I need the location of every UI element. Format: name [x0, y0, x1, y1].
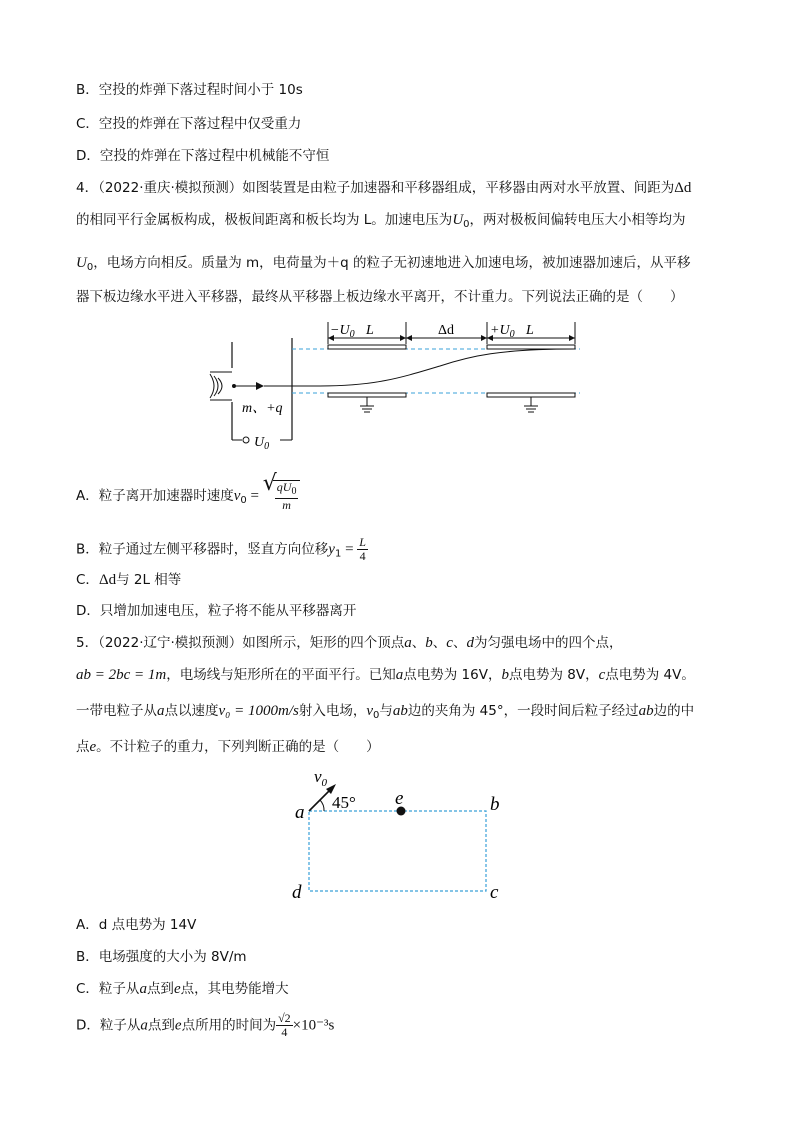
q5-stem-line3: 一带电粒子从a点以速度v₀ = 1000m/s射入电场，$v_0$与ab边的夹角为 45°，一段时间后粒子经过ab边的中	[76, 703, 695, 721]
q4-option-a: A．粒子离开加速器时速度$v_0$ = √ $\frac{qU_0}{m}$	[76, 480, 300, 512]
q5-figure	[290, 764, 510, 904]
svg-text:−U0: $-U_0$	[330, 323, 355, 340]
q4-stem-line2: 的相同平行金属板构成，极板间距离和板长均为 L。加速电压为$U_0$，两对极板间偏转电压大小相等均为	[76, 212, 686, 230]
svg-text:c: c	[490, 882, 499, 903]
q4-option-d: D．只增加加速电压，粒子将不能从平移器离开	[76, 603, 357, 619]
q5-option-d: D．粒子从a点到e点所用的时间为 $\frac{√2}{4}$ ×10⁻³s	[76, 1011, 335, 1039]
svg-text:b: b	[490, 794, 500, 815]
svg-text:e: e	[395, 788, 404, 809]
sqrt-formula: √ $\frac{qU_0}{m}$	[263, 480, 301, 512]
q4-stem-line3: $U_0$，电场方向相反。质量为 m，电荷量为＋q 的粒子无初速地进入加速电场，被加速器加速后，从平移	[76, 255, 691, 273]
q5-option-a: A．d 点电势为 14V	[76, 917, 197, 933]
q4-stem-line4: 器下板边缘水平进入平移器，最终从平移器上板边缘水平离开，不计重力。下列说法正确的是（ ）	[76, 289, 684, 305]
q5-stem-line4: 点e。不计粒子的重力，下列判断正确的是（ ）	[76, 739, 380, 755]
svg-text:v0: $v_0$	[314, 767, 328, 789]
q4-stem-line1: 4．（2022·重庆·模拟预测）如图装置是由粒子加速器和平移器组成，平移器由两对水平放置、间距为Δd	[76, 180, 692, 196]
svg-text:L: L	[366, 323, 374, 338]
q3-option-c: C．空投的炸弹在下落过程中仅受重力	[76, 116, 302, 132]
svg-text:U0: $U_0$	[254, 435, 270, 452]
q3-option-b: B．空投的炸弹下落过程时间小于 10s	[76, 82, 303, 98]
q5-option-c: C．粒子从a点到e点，其电势能增大	[76, 981, 289, 997]
svg-text:Δd: Δd	[438, 323, 455, 338]
q5-stem-line1: 5．（2022·辽宁·模拟预测）如图所示，矩形的四个顶点a、b、c、d为匀强电场中的四个点，	[76, 635, 623, 651]
q4-option-b: B．粒子通过左侧平移器时，竖直方向位移$y_1$ = $\frac{L}{4}$	[76, 535, 366, 563]
q3-option-d: D．空投的炸弹在下落过程中机械能不守恒	[76, 148, 330, 164]
svg-text:a: a	[295, 802, 305, 823]
q4-option-c: C．Δd与 2L 相等	[76, 572, 182, 588]
q5-option-b: B．电场强度的大小为 8V/m	[76, 949, 247, 965]
svg-text:d: d	[292, 882, 302, 903]
svg-text:m、+q: m、+q	[242, 401, 283, 416]
q4-figure	[200, 318, 590, 454]
svg-text:+U0: $+U_0$	[490, 323, 515, 340]
svg-text:45°: 45°	[332, 793, 356, 812]
q5-stem-line2: ab = 2bc = 1m，电场线与矩形所在的平面平行。已知a点电势为 16V，b点电势为 8V，c点电势为 4V。	[76, 667, 695, 683]
svg-text:L: L	[526, 323, 534, 338]
